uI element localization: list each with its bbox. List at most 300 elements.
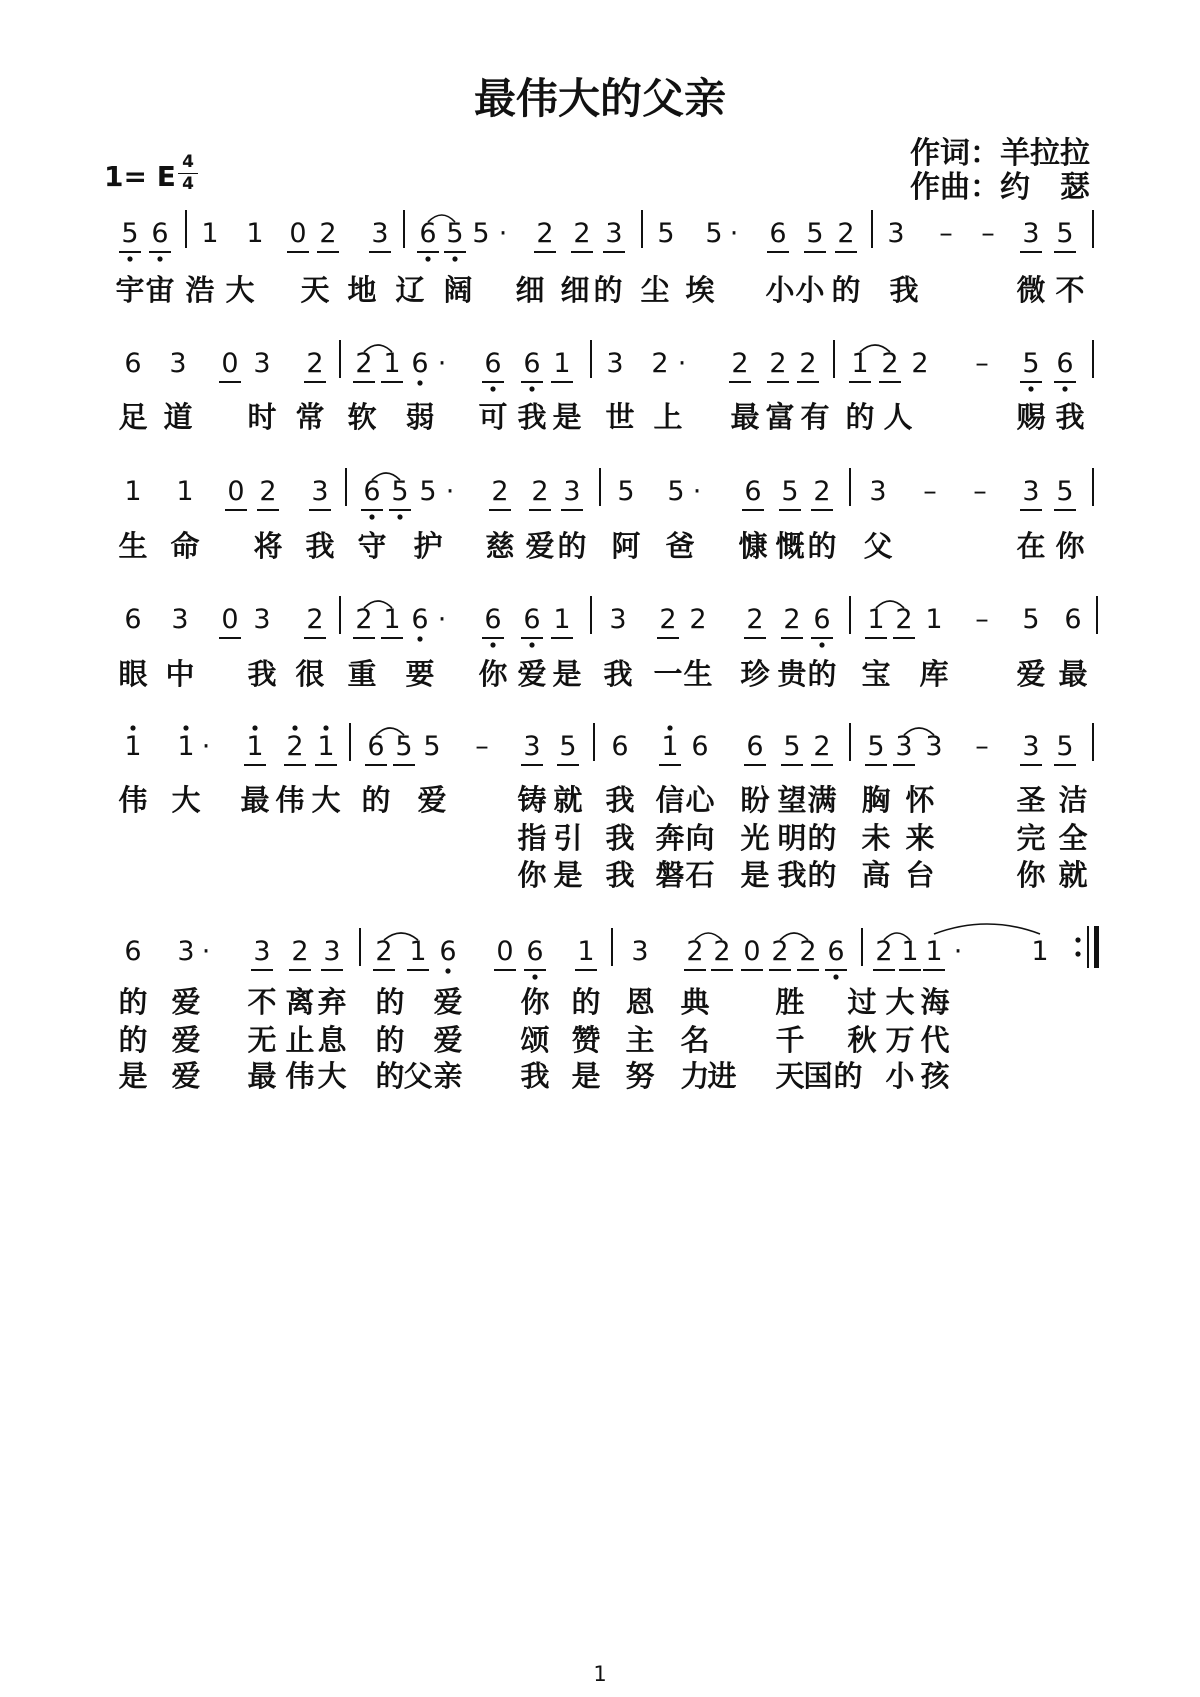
note-digit: 6: [827, 936, 845, 967]
note-extension: ·: [437, 348, 447, 379]
note-digit: 6: [769, 218, 787, 249]
key-signature: 1= E: [104, 160, 176, 193]
end-barline-thick: [1094, 926, 1099, 968]
lyric-char-verse-1: 大: [885, 985, 915, 1019]
lyric-char: 爱: [1016, 657, 1046, 691]
score-row-2: [118, 340, 1093, 434]
note-digit: 1: [124, 476, 142, 507]
lyric-char: 最: [1058, 657, 1088, 691]
lyric-char: 是: [552, 657, 582, 691]
note-digit: 5: [705, 218, 723, 249]
lyric-char: 中: [165, 657, 195, 691]
lyric-char-verse-1: 的: [375, 985, 405, 1019]
lyric-char: 爱: [417, 783, 447, 817]
note-digit: 1: [901, 936, 919, 967]
note-digit: 2: [783, 604, 801, 635]
note-digit: 6: [124, 604, 142, 635]
note-extension: ·: [498, 218, 508, 249]
note-extension: ·: [437, 604, 447, 635]
note-digit: 5: [1056, 476, 1074, 507]
note-digit: 3: [605, 218, 623, 249]
note-digit: 3: [311, 476, 329, 507]
note-digit: 6: [1064, 604, 1082, 635]
lyric-char: 要: [405, 657, 435, 691]
lyric-char-verse-3: 磐: [655, 858, 685, 892]
lyric-char: 一: [653, 657, 683, 691]
lyric-char-verse-2: 引: [553, 821, 583, 855]
lyric-char: 足: [118, 400, 148, 434]
lyric-char-verse-2: 千: [775, 1023, 805, 1057]
repeat-dot: [1075, 951, 1080, 956]
note-extension: ·: [201, 731, 211, 762]
note-digit: 1: [176, 476, 194, 507]
note-extension: ·: [729, 218, 739, 249]
lyric-char-verse-3: 台: [905, 858, 935, 892]
note-digit: 2: [291, 936, 309, 967]
lyric-char: 很: [295, 657, 325, 691]
note-digit: 6: [484, 604, 502, 635]
lyric-char-verse-2: 的: [807, 821, 837, 855]
low-octave-dot: [1028, 386, 1033, 391]
high-octave-dot: [667, 725, 672, 730]
lyric-char: 大: [171, 783, 201, 817]
note-digit: 3: [869, 476, 887, 507]
note-digit: 5: [559, 731, 577, 762]
note-digit: 5: [121, 218, 139, 249]
lyric-char: 宝: [861, 657, 891, 691]
note-digit: 1: [383, 604, 401, 635]
note-digit: 2: [713, 936, 731, 967]
lyric-char: 贵: [777, 657, 807, 691]
note-digit: 1: [383, 348, 401, 379]
note-digit: 5: [1022, 604, 1040, 635]
lyric-char: 眼: [118, 657, 148, 691]
lyric-char: 赐: [1016, 400, 1046, 434]
note-digit: 2: [355, 604, 373, 635]
note-extension: –: [973, 476, 987, 507]
low-octave-dot: [452, 256, 457, 261]
lyric-char-verse-1: 海: [920, 985, 950, 1019]
time-denominator: 4: [182, 174, 194, 194]
lyric-char: 有: [800, 400, 830, 434]
low-octave-dot: [819, 642, 824, 647]
note-extension: –: [923, 476, 937, 507]
note-extension: ·: [445, 476, 455, 507]
lyric-char: 不: [1055, 273, 1085, 307]
lyric-char-verse-1: 胜: [775, 985, 805, 1019]
lyric-char: 弱: [405, 400, 435, 434]
lyric-char-verse-1: 心: [685, 783, 715, 817]
lyric-char: 的: [593, 273, 623, 307]
lyric-char: 重: [347, 657, 377, 691]
lyric-char: 埃: [685, 273, 715, 307]
lyric-char-verse-2: 指: [517, 821, 547, 855]
note-digit: 3: [609, 604, 627, 635]
lyric-char-verse-1: 你: [520, 985, 550, 1019]
note-digit: 6: [124, 348, 142, 379]
lyric-char-verse-3: 的: [807, 858, 837, 892]
low-octave-dot: [127, 256, 132, 261]
lyric-char-verse-1: 怀: [905, 783, 935, 817]
lyric-char: 慨: [775, 529, 805, 563]
note-digit: 6: [1056, 348, 1074, 379]
composer-credit: 作曲：约 瑟: [910, 170, 1090, 205]
lyric-char: 父: [863, 529, 893, 563]
note-digit: 2: [531, 476, 549, 507]
lyric-char-verse-1: 过: [847, 985, 877, 1019]
note-digit: 3: [1022, 218, 1040, 249]
note-digit: 5: [423, 731, 441, 762]
note-digit: 0: [221, 604, 239, 635]
lyric-char: 命: [170, 529, 200, 563]
note-digit: 1: [1031, 936, 1049, 967]
lyric-char-verse-3: 是: [740, 858, 770, 892]
note-digit: 5: [391, 476, 409, 507]
lyric-char-verse-2: 的: [375, 1023, 405, 1057]
lyric-char: 天: [300, 273, 330, 307]
lyric-char-verse-1: 不: [247, 985, 277, 1019]
score-row-1: [115, 210, 1093, 307]
note-digit: 5: [617, 476, 635, 507]
lyric-char: 可: [478, 400, 508, 434]
lyric-char-verse-1: 圣: [1016, 783, 1046, 817]
low-octave-dot: [425, 256, 430, 261]
note-digit: 3: [253, 604, 271, 635]
note-digit: 6: [526, 936, 544, 967]
note-digit: 1: [661, 731, 679, 762]
lyric-char-verse-3: 你: [1016, 858, 1046, 892]
note-digit: 3: [925, 731, 943, 762]
note-digit: 2: [911, 348, 929, 379]
note-digit: 0: [289, 218, 307, 249]
lyric-char: 护: [413, 529, 443, 563]
song-title: 最伟大的父亲: [473, 74, 726, 123]
lyric-char: 的: [807, 529, 837, 563]
lyric-char: 道: [163, 400, 193, 434]
lyric-char-verse-3: 就: [1058, 858, 1088, 892]
note-digit: 1: [925, 604, 943, 635]
note-digit: 6: [151, 218, 169, 249]
lyric-char-verse-1: 洁: [1058, 783, 1088, 817]
high-octave-dot: [252, 725, 257, 730]
lyric-char-verse-1: 恩: [625, 985, 655, 1019]
note-digit: 2: [799, 348, 817, 379]
lyric-char-verse-3: 国: [803, 1059, 833, 1093]
note-digit: 6: [813, 604, 831, 635]
note-digit: 2: [875, 936, 893, 967]
lyric-char: 慷: [738, 529, 768, 563]
lyric-char-verse-1: 铸: [517, 783, 547, 817]
note-digit: 2: [573, 218, 591, 249]
note-digit: 5: [446, 218, 464, 249]
lyric-char: 你: [478, 657, 508, 691]
lyric-char: 小: [795, 273, 825, 307]
note-digit: 1: [925, 936, 943, 967]
note-digit: 2: [837, 218, 855, 249]
note-digit: 2: [799, 936, 817, 967]
score-row-3: [118, 468, 1093, 563]
low-octave-dot: [833, 974, 838, 979]
lyric-char-verse-1: 信: [655, 783, 685, 817]
note-digit: 6: [484, 348, 502, 379]
lyric-char: 常: [295, 400, 325, 434]
note-digit: 3: [895, 731, 913, 762]
lyric-char-verse-2: 向: [685, 821, 715, 855]
note-digit: 5: [783, 731, 801, 762]
lyric-char: 大: [225, 273, 255, 307]
note-digit: 6: [746, 731, 764, 762]
lyric-char-verse-1: 弃: [317, 985, 347, 1019]
lyric-char-verse-1: 就: [553, 783, 583, 817]
note-digit: 3: [323, 936, 341, 967]
lyric-char: 爱: [517, 657, 547, 691]
low-octave-dot: [417, 380, 422, 385]
lyric-char: 的: [361, 783, 391, 817]
note-digit: 0: [743, 936, 761, 967]
lyric-char: 我: [517, 400, 547, 434]
note-digit: 2: [259, 476, 277, 507]
note-digit: 2: [491, 476, 509, 507]
lyric-char: 细: [515, 273, 545, 307]
note-digit: 5: [657, 218, 675, 249]
lyric-char: 守: [357, 529, 387, 563]
note-digit: 1: [553, 348, 571, 379]
lyric-char-verse-1: 爱: [171, 985, 201, 1019]
low-octave-dot: [1062, 386, 1067, 391]
note-digit: 1: [246, 731, 264, 762]
note-digit: 3: [563, 476, 581, 507]
lyric-char-verse-1: 盼: [740, 783, 770, 817]
lyric-char-verse-1: 离: [285, 985, 315, 1019]
note-digit: 3: [371, 218, 389, 249]
low-octave-dot: [417, 636, 422, 641]
note-digit: 6: [367, 731, 385, 762]
lyric-char: 珍: [740, 657, 770, 691]
lyric-char: 软: [347, 400, 377, 434]
lyric-char: 库: [919, 657, 949, 691]
lyric-char-verse-2: 无: [247, 1023, 277, 1057]
lyric-char-verse-3: 最: [247, 1059, 277, 1093]
high-octave-dot: [323, 725, 328, 730]
lyric-char: 细: [560, 273, 590, 307]
score-row-6: [118, 926, 1099, 1093]
lyric-char: 宙: [145, 273, 175, 307]
lyric-char-verse-3: 小: [885, 1059, 915, 1093]
score-row-5: [118, 723, 1093, 892]
low-octave-dot: [529, 386, 534, 391]
lyricist-credit: 作词：羊拉拉: [910, 136, 1090, 171]
low-octave-dot: [397, 514, 402, 519]
low-octave-dot: [445, 968, 450, 973]
note-digit: 5: [1056, 731, 1074, 762]
low-octave-dot: [369, 514, 374, 519]
note-digit: 1: [124, 731, 142, 762]
low-octave-dot: [490, 386, 495, 391]
lyric-char: 浩: [185, 273, 215, 307]
note-extension: ·: [692, 476, 702, 507]
note-digit: 6: [611, 731, 629, 762]
lyric-char-verse-3: 是: [553, 858, 583, 892]
note-digit: 3: [1022, 731, 1040, 762]
lyric-char-verse-2: 颂: [520, 1023, 550, 1057]
note-digit: 5: [867, 731, 885, 762]
note-digit: 3: [1022, 476, 1040, 507]
high-octave-dot: [130, 725, 135, 730]
note-digit: 3: [523, 731, 541, 762]
note-digit: 5: [781, 476, 799, 507]
note-digit: 5: [395, 731, 413, 762]
lyric-char-verse-1: 典: [680, 985, 710, 1019]
lyric-char-verse-3: 爱: [171, 1059, 201, 1093]
lyric-char: 生: [118, 529, 148, 563]
note-digit: 2: [306, 604, 324, 635]
lyric-char-verse-3: 的: [833, 1059, 863, 1093]
lyric-char-verse-2: 未: [861, 821, 891, 855]
note-digit: 2: [771, 936, 789, 967]
note-digit: 6: [124, 936, 142, 967]
lyric-char-verse-1: 我: [605, 783, 635, 817]
lyric-char-verse-1: 望: [777, 783, 807, 817]
note-extension: –: [939, 218, 953, 249]
note-digit: 2: [319, 218, 337, 249]
lyric-char: 阿: [611, 529, 641, 563]
lyric-char: 辽: [395, 273, 425, 307]
note-digit: 3: [606, 348, 624, 379]
lyric-char: 爱: [525, 529, 555, 563]
note-digit: 2: [731, 348, 749, 379]
lyric-char: 生: [683, 657, 713, 691]
lyric-char: 我: [305, 529, 335, 563]
lyric-char-verse-1: 爱: [433, 985, 463, 1019]
note-digit: 0: [221, 348, 239, 379]
lyric-char-verse-2: 明: [777, 821, 807, 855]
lyric-char: 的: [845, 400, 875, 434]
lyric-char-verse-2: 爱: [171, 1023, 201, 1057]
note-digit: 6: [439, 936, 457, 967]
lyric-char-verse-3: 我: [605, 858, 635, 892]
lyric-char: 宇: [115, 273, 145, 307]
lyric-char-verse-2: 光: [740, 821, 770, 855]
note-extension: –: [475, 731, 489, 762]
note-extension: –: [975, 731, 989, 762]
time-numerator: 4: [182, 152, 194, 172]
lyric-char-verse-3: 高: [861, 858, 891, 892]
lyric-char-verse-3: 伟: [285, 1059, 315, 1093]
lyric-char-verse-3: 亲: [433, 1059, 463, 1093]
lyric-char: 我: [889, 273, 919, 307]
lyric-char-verse-3: 我: [520, 1059, 550, 1093]
lyric-char: 在: [1016, 529, 1046, 563]
note-digit: 5: [667, 476, 685, 507]
note-digit: 5: [472, 218, 490, 249]
lyric-char-verse-2: 名: [680, 1023, 710, 1057]
note-digit: 2: [769, 348, 787, 379]
repeat-dot: [1075, 937, 1080, 942]
lyric-char-verse-3: 我: [777, 858, 807, 892]
note-digit: 2: [355, 348, 373, 379]
note-digit: 1: [246, 218, 264, 249]
low-octave-dot: [490, 642, 495, 647]
note-digit: 5: [1056, 218, 1074, 249]
note-digit: 6: [363, 476, 381, 507]
lyric-char-verse-2: 我: [605, 821, 635, 855]
lyric-char-verse-3: 进: [707, 1059, 737, 1093]
lyric-char: 伟: [275, 783, 305, 817]
lyric-char: 是: [552, 400, 582, 434]
note-digit: 6: [411, 604, 429, 635]
lyric-char: 最: [730, 400, 760, 434]
note-digit: 3: [253, 348, 271, 379]
note-digit: 1: [317, 731, 335, 762]
lyric-char-verse-3: 大: [317, 1059, 347, 1093]
note-digit: 0: [496, 936, 514, 967]
lyric-char-verse-3: 石: [685, 858, 715, 892]
lyric-char: 富: [765, 400, 795, 434]
lyric-char-verse-1: 的: [571, 985, 601, 1019]
note-digit: 2: [813, 731, 831, 762]
note-extension: –: [981, 218, 995, 249]
lyric-char-verse-2: 爱: [433, 1023, 463, 1057]
lyric-char: 的: [807, 657, 837, 691]
note-digit: 1: [553, 604, 571, 635]
lyric-char-verse-1: 的: [118, 985, 148, 1019]
note-digit: 2: [286, 731, 304, 762]
lyric-char-verse-2: 秋: [847, 1023, 877, 1057]
lyric-char: 的: [831, 273, 861, 307]
note-digit: 1: [577, 936, 595, 967]
lyric-char: 的: [557, 529, 587, 563]
note-digit: 3: [253, 936, 271, 967]
note-digit: 3: [177, 936, 195, 967]
note-digit: 2: [375, 936, 393, 967]
note-digit: 5: [1022, 348, 1040, 379]
note-digit: 3: [171, 604, 189, 635]
lyric-char: 世: [605, 400, 635, 434]
high-octave-dot: [292, 725, 297, 730]
lyric-char-verse-3: 努: [625, 1059, 655, 1093]
note-digit: 6: [691, 731, 709, 762]
lyric-char-verse-2: 奔: [655, 821, 685, 855]
lyric-char: 我: [603, 657, 633, 691]
note-digit: 2: [813, 476, 831, 507]
lyric-char-verse-3: 是: [118, 1059, 148, 1093]
note-digit: 2: [306, 348, 324, 379]
lyric-char-verse-3: 孩: [920, 1059, 950, 1093]
lyric-char-verse-3: 你: [517, 858, 547, 892]
lyric-char-verse-2: 完: [1016, 821, 1046, 855]
note-digit: 1: [177, 731, 195, 762]
note-extension: ·: [201, 936, 211, 967]
lyric-char-verse-3: 父: [403, 1059, 433, 1093]
lyric-char-verse-3: 天: [775, 1059, 805, 1093]
lyric-char-verse-2: 全: [1058, 821, 1088, 855]
note-digit: 2: [689, 604, 707, 635]
high-octave-dot: [183, 725, 188, 730]
lyric-char-verse-2: 止: [285, 1023, 315, 1057]
score-row-4: [118, 596, 1097, 691]
note-digit: 6: [523, 604, 541, 635]
lyric-char: 微: [1016, 273, 1046, 307]
note-digit: 1: [867, 604, 885, 635]
lyric-char: 你: [1055, 529, 1085, 563]
note-digit: 2: [895, 604, 913, 635]
note-extension: ·: [677, 348, 687, 379]
note-digit: 6: [411, 348, 429, 379]
note-digit: 6: [744, 476, 762, 507]
note-digit: 2: [536, 218, 554, 249]
lyric-char-verse-2: 万: [885, 1023, 915, 1057]
lyric-char: 人: [883, 400, 913, 434]
